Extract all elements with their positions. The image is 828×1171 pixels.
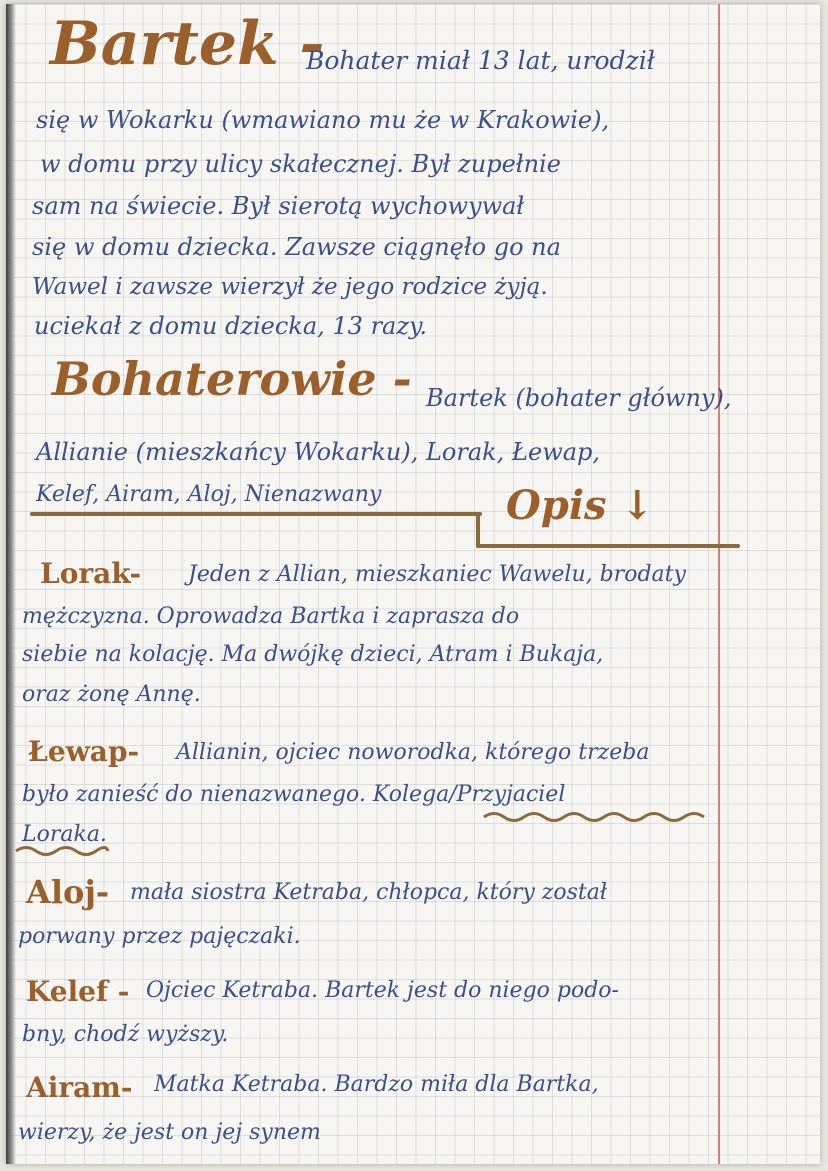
lorak-line-4: oraz żonę Annę.	[22, 682, 201, 707]
bartek-line-5: się w domu dziecka. Zawsze ciągnęło go na	[32, 233, 561, 261]
term-airam: Airam-	[26, 1071, 133, 1104]
term-lewap: Łewap-	[28, 735, 140, 768]
bartek-line-2: się w Wokarku (wmawiano mu że w Krakowie),	[36, 106, 610, 134]
lorak-line-3: siebie na kolację. Ma dwójkę dzieci, Atram i Bukaja,	[22, 642, 604, 667]
bohaterowie-line-3: Kelef, Airam, Aloj, Nienazwany	[36, 482, 382, 507]
bartek-line-7: uciekał z domu dziecka, 13 razy.	[34, 312, 427, 340]
lorak-line-1: Jeden z Allian, mieszkaniec Wawelu, brodaty	[188, 562, 686, 587]
underline-wave-loraka	[16, 844, 108, 858]
divider-underline-lower	[476, 544, 740, 548]
lewap-line-2: było zanieść do nienazwanego. Kolega/Przyjaciel	[22, 782, 566, 807]
bartek-line-3: w domu przy ulicy skałecznej. Był zupełnie	[40, 150, 561, 178]
kelef-line-2: bny, chodź wyższy.	[22, 1022, 229, 1047]
label-opis: Opis ↓	[506, 482, 654, 529]
term-aloj: Aloj-	[26, 873, 110, 911]
heading-bohaterowie: Bohaterowie -	[52, 352, 412, 406]
spiral-binding-shadow	[6, 4, 16, 1164]
term-lorak: Lorak-	[40, 557, 142, 590]
kelef-line-1: Ojciec Ketraba. Bartek jest do niego podo-	[146, 978, 619, 1003]
divider-underline	[30, 512, 482, 516]
notebook-page	[6, 4, 820, 1164]
airam-line-1: Matka Ketraba. Bardzo miła dla Bartka,	[154, 1072, 599, 1097]
margin-line	[718, 4, 720, 1164]
heading-bartek: Bartek -	[50, 9, 325, 79]
term-kelef: Kelef -	[26, 975, 130, 1008]
underline-wave-kolega	[484, 810, 704, 824]
lorak-line-2: mężczyzna. Oprowadza Bartka i zaprasza do	[22, 604, 520, 629]
bartek-line-4: sam na świecie. Był sierotą wychowywał	[32, 192, 525, 220]
bartek-line-6: Wawel i zawsze wierzył że jego rodzice żyją.	[32, 274, 548, 300]
aloj-line-1: mała siostra Ketraba, chłopca, który został	[130, 880, 608, 905]
bohaterowie-line-2: Allianie (mieszkańcy Wokarku), Lorak, Łewap,	[36, 438, 601, 466]
bartek-line-1: Bohater miał 13 lat, urodził	[306, 46, 655, 75]
aloj-line-2: porwany przez pajęczaki.	[18, 924, 301, 949]
bohaterowie-line-1: Bartek (bohater główny),	[426, 384, 732, 412]
lewap-line-1: Allianin, ojciec noworodka, którego trzeba	[176, 740, 650, 765]
airam-line-2: wierzy, że jest on jej synem	[18, 1120, 321, 1145]
divider-step	[476, 512, 480, 548]
lewap-line-3: Loraka.	[22, 822, 107, 847]
